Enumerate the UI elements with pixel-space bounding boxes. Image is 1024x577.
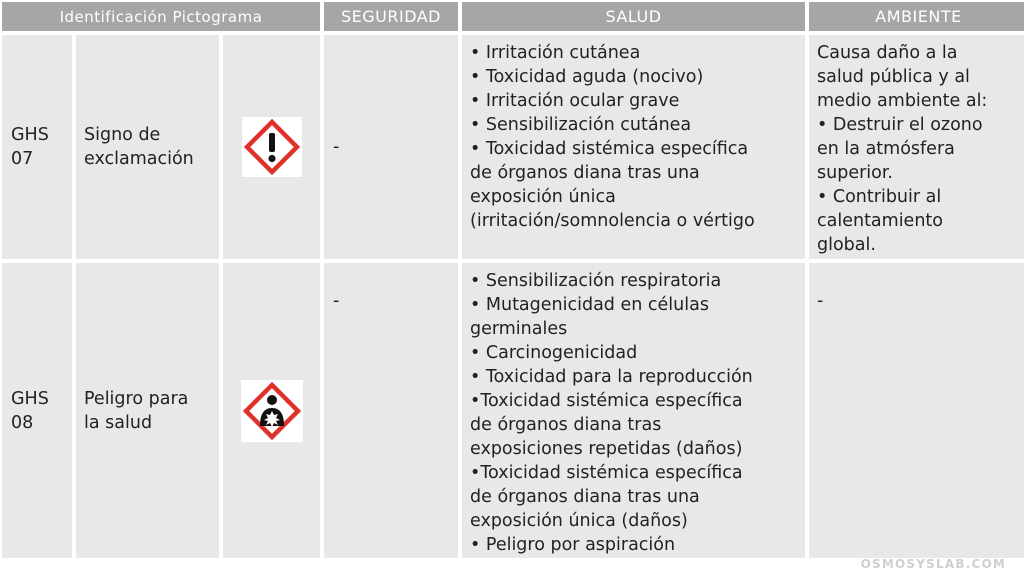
header-security: SEGURIDAD: [324, 2, 458, 31]
ghs08-name-cell: [76, 263, 219, 558]
ghs07-health-line: (irritación/somnolencia o vértigo: [470, 211, 755, 231]
ghs07-environment-line: • Destruir el ozono: [817, 115, 983, 135]
ghs08-environment-cell: [809, 263, 1024, 558]
header-identification: Identificación Pictograma: [2, 2, 320, 31]
ghs08-health-line: de órganos diana tras una: [470, 487, 700, 507]
ghs07-health-line: • Toxicidad aguda (nocivo): [470, 67, 704, 87]
ghs07-health-line: de órganos diana tras una: [470, 163, 700, 183]
ghs07-name-cell: [76, 35, 219, 259]
ghs07-environment-line: en la atmósfera: [817, 139, 955, 159]
watermark: OSMOSYSLAB.COM: [860, 557, 1006, 571]
ghs07-name-line1: Signo de: [84, 125, 161, 145]
ghs08-health-line: •Toxicidad sistémica específica: [470, 463, 743, 483]
ghs08-health-line: germinales: [470, 319, 568, 339]
ghs08-health-line: •Toxicidad sistémica específica: [470, 391, 743, 411]
ghs08-environment-line: -: [817, 291, 824, 311]
ghs08-pictogram-cell: [223, 263, 320, 558]
exclamation-mark-icon: [242, 117, 302, 177]
ghs08-name-line2: la salud: [84, 412, 153, 433]
ghs07-environment-line: medio ambiente al:: [817, 91, 988, 111]
ghs07-health-cell: [462, 35, 805, 259]
ghs08-health-line: • Peligro por aspiración: [470, 535, 676, 555]
ghs08-health-line: • Toxicidad para la reproducción: [470, 367, 753, 387]
ghs07-health-line: • Irritación ocular grave: [470, 91, 680, 111]
ghs08-code-line1: GHS: [11, 388, 49, 409]
ghs07-health-line: • Toxicidad sistémica específica: [470, 139, 749, 159]
ghs-table: [2, 2, 1024, 558]
ghs08-health-line: exposición única (daños): [470, 511, 688, 531]
ghs08-security-cell: [324, 263, 458, 558]
ghs07-environment-line: Causa daño a la: [817, 43, 958, 63]
ghs08-health-line: • Carcinogenicidad: [470, 343, 638, 363]
ghs08-name-line1: Peligro para: [84, 388, 189, 409]
ghs07-environment-line: salud pública y al: [817, 67, 970, 87]
ghs08-health-line: de órganos diana tras: [470, 415, 662, 435]
ghs07-pictogram-cell: [223, 35, 320, 259]
ghs07-environment-line: superior.: [817, 163, 893, 183]
ghs07-environment-cell: [809, 35, 1024, 259]
ghs07-security-value: -: [333, 137, 340, 157]
ghs08-health-line: exposiciones repetidas (daños): [470, 439, 743, 459]
ghs07-code-line2: 07: [11, 149, 34, 169]
ghs07-code-line1: GHS: [11, 125, 49, 145]
ghs07-environment-line: global.: [817, 235, 876, 255]
ghs07-security-cell: [324, 35, 458, 259]
ghs07-code-cell: [2, 35, 72, 259]
ghs07-name-line2: exclamación: [84, 149, 194, 169]
ghs08-health-line: • Mutagenicidad en células: [470, 295, 709, 315]
ghs08-health-cell: [462, 263, 805, 558]
header-health: SALUD: [462, 2, 805, 31]
ghs07-environment-line: • Contribuir al: [817, 187, 942, 207]
ghs07-health-line: exposición única: [470, 187, 616, 207]
ghs08-health-line: • Sensibilización respiratoria: [470, 271, 722, 291]
ghs07-health-line: • Sensibilización cutánea: [470, 115, 692, 135]
ghs07-environment-line: calentamiento: [817, 211, 943, 231]
ghs07-health-line: • Irritación cutánea: [470, 43, 641, 63]
header-environment: AMBIENTE: [809, 2, 1024, 31]
ghs08-security-value: -: [333, 291, 340, 311]
ghs08-code-line2: 08: [11, 412, 34, 433]
ghs08-code-cell: [2, 263, 72, 558]
health-hazard-icon: [241, 380, 303, 442]
